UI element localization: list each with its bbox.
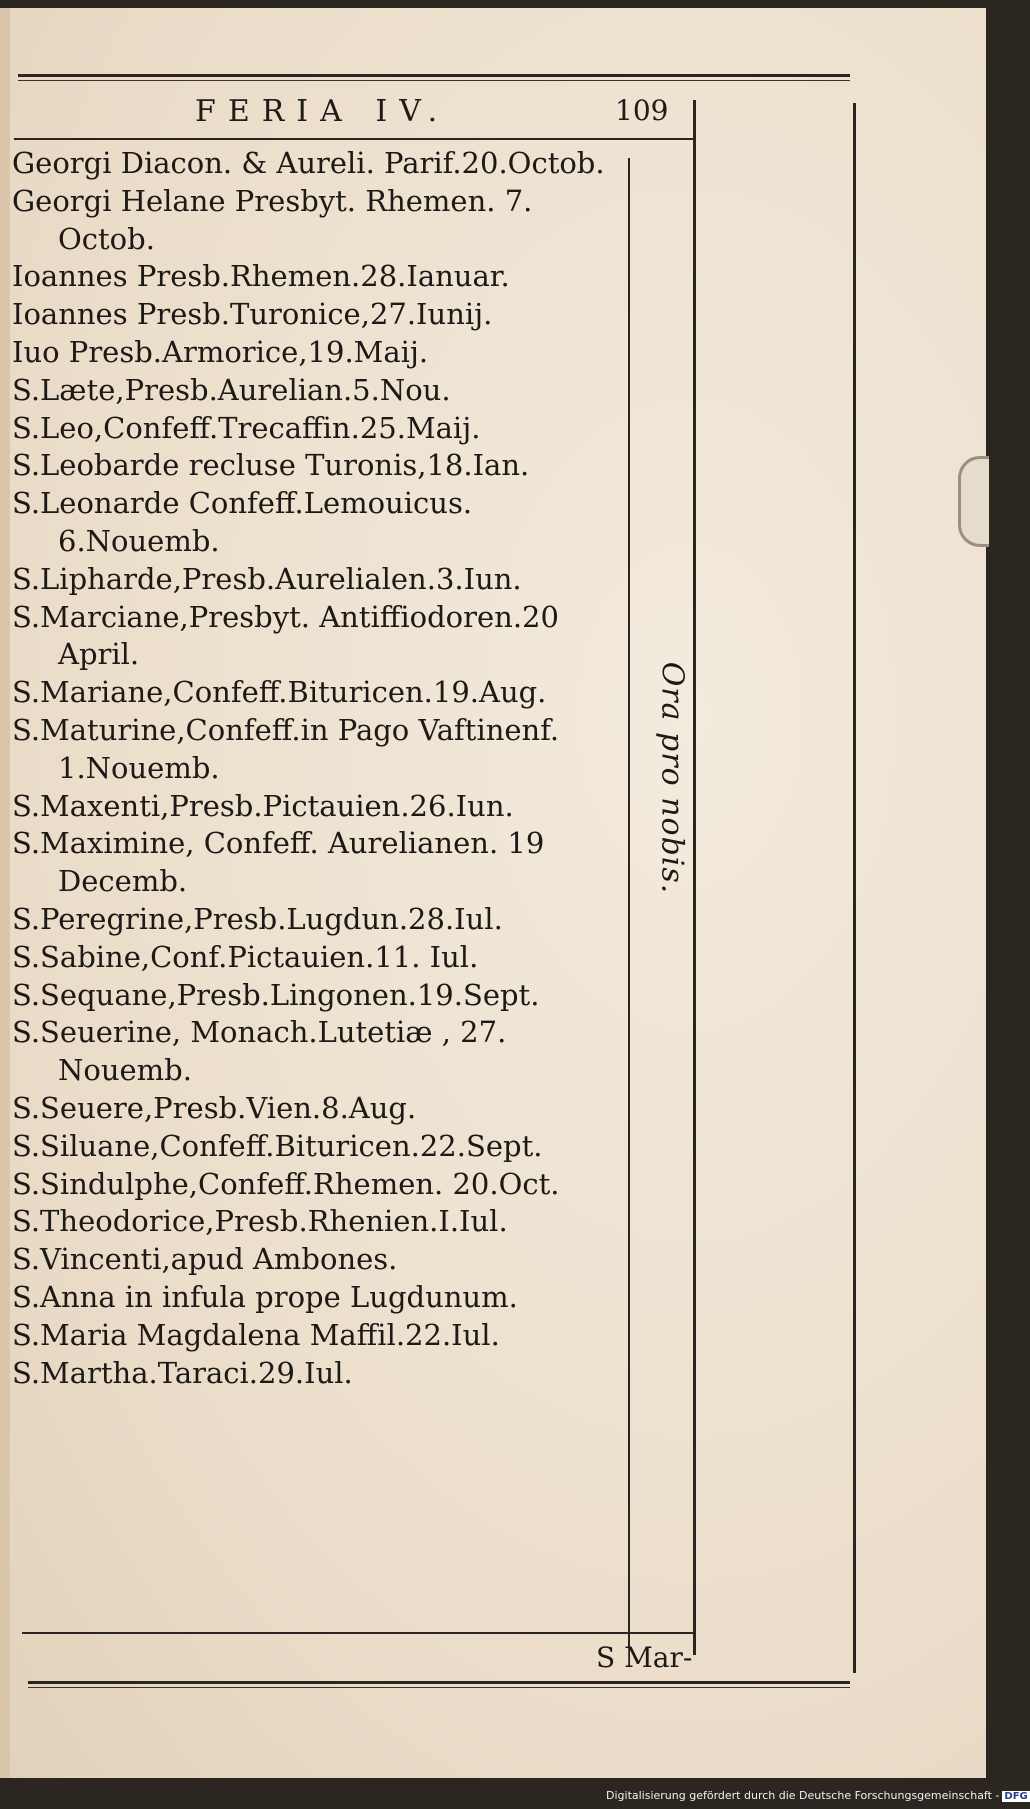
list-item: S.Læte,Presb.Aurelian.5.Nou. [12, 372, 451, 407]
running-title: FERIA IV. [195, 94, 450, 129]
list-item: Ioannes Presb.Rhemen.28.Ianuar. [12, 259, 510, 294]
list-item: S.Siluane,Confeff.Bituricen.22.Sept. [12, 1128, 543, 1163]
list-item: S.Martha.Taraci.29.Iul. [12, 1355, 353, 1390]
list-item: S.Sindulphe,Confeff.Rhemen. 20.Oct. [12, 1166, 560, 1201]
list-item: S.Peregrine,Presb.Lugdun.28.Iul. [12, 901, 503, 936]
top-frame-rule-inner [18, 80, 850, 81]
list-item: S.Seuerine, Monach.Lutetiæ , 27. Nouemb. [12, 1015, 507, 1088]
list-item: S.Seuere,Presb.Vien.8.Aug. [12, 1090, 417, 1125]
litany-list [12, 145, 622, 1392]
list-item: Georgi Helane Presbyt. Rhemen. 7. Octob. [12, 183, 533, 256]
catchword: S Mar- [596, 1641, 693, 1674]
book-page [0, 8, 986, 1778]
page-tab [958, 456, 989, 547]
list-item: S.Leonarde Confeff.Lemouicus. 6.Nouemb. [12, 486, 473, 558]
list-item: S.Maria Magdalena Maffil.22.Iul. [12, 1317, 500, 1352]
list-item: Iuo Presb.Armorice,19.Maij. [12, 334, 429, 369]
footer-credit: Digitalisierung gefördert durch die Deutsche Forschungsgemeinschaft - DFG [606, 1789, 1028, 1802]
header-rule [14, 138, 694, 140]
list-item: S.Theodorice,Presb.Rhenien.I.Iul. [12, 1204, 508, 1239]
list-item: S.Vincenti,apud Ambones. [12, 1242, 398, 1277]
list-item: S.Sequane,Presb.Lingonen.19.Sept. [12, 977, 540, 1012]
list-item: S.Maturine,Confeff.in Pago Vaftinenf. 1.Nouemb. [12, 712, 560, 785]
list-item: S.Maximine, Confeff. Aurelianen. 19 Decemb. [12, 826, 545, 899]
list-bracket-rule [628, 158, 630, 1648]
top-frame-rule [18, 74, 850, 77]
outer-frame-rule [853, 103, 856, 1673]
list-item: S.Sabine,Conf.Pictauien.11. Iul. [12, 939, 479, 974]
dfg-logo: DFG [1004, 1791, 1028, 1802]
list-item: Georgi Diacon. & Aureli. Parif.20.Octob. [12, 146, 605, 180]
side-response: Ora pro nobis. [654, 661, 690, 895]
bottom-frame-rule-inner [28, 1687, 850, 1688]
list-item: S.Mariane,Confeff.Bituricen.19.Aug. [12, 675, 547, 710]
list-item: S.Lipharde,Presb.Aurelialen.3.Iun. [12, 561, 522, 596]
list-item: S.Leo,Confeff.Trecaffin.25.Maij. [12, 410, 481, 445]
bottom-rule [22, 1632, 694, 1634]
bottom-frame-rule [28, 1681, 850, 1684]
list-item: S.Maxenti,Presb.Pictauien.26.Iun. [12, 788, 514, 823]
page-edge [0, 8, 10, 1778]
column-rule [693, 100, 696, 1655]
list-item: Ioannes Presb.Turonice,27.Iunij. [12, 297, 493, 332]
page-number: 109 [615, 94, 669, 127]
list-item: S.Leobarde recluse Turonis,18.Ian. [12, 448, 530, 483]
list-item: S.Anna in infula prope Lugdunum. [12, 1279, 518, 1314]
list-item: S.Marciane,Presbyt. Antiffiodoren.20 April. [12, 599, 559, 672]
